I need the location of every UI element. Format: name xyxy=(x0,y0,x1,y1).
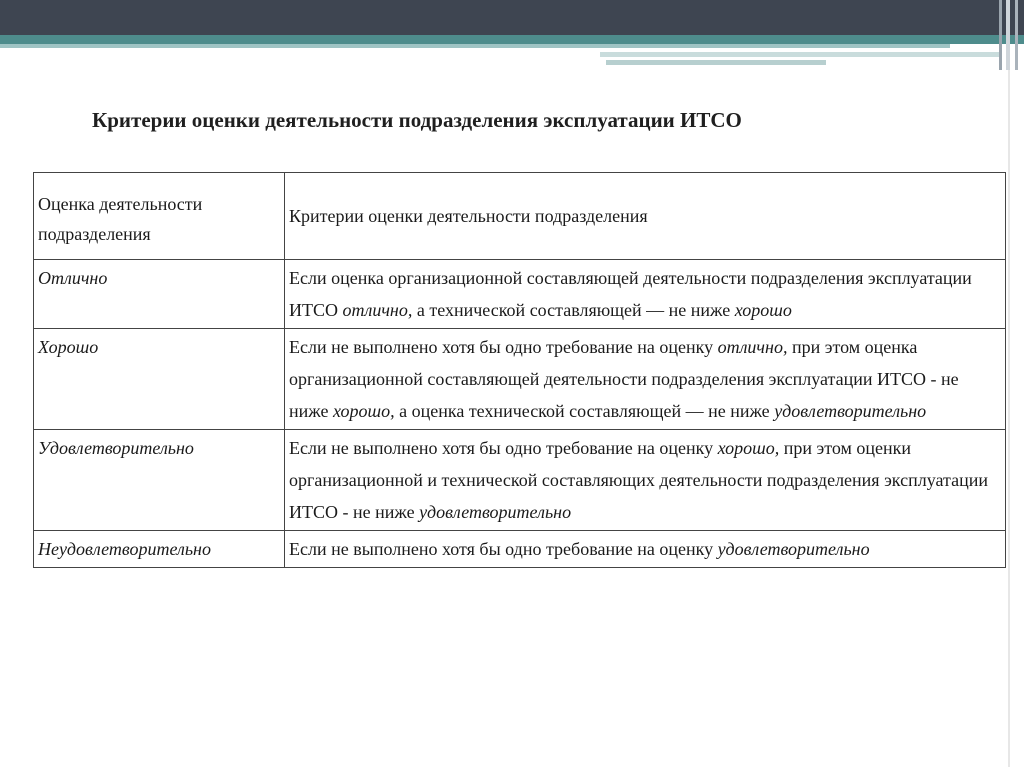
table-row xyxy=(34,329,1006,430)
grade-term: удовлетворительно xyxy=(419,502,572,522)
table-row xyxy=(34,260,1006,329)
header-criteria-cell: Критерии оценки деятельности подразделения xyxy=(285,173,1006,260)
criteria-text: при этом оценки организационной и технической составляющих деятельности подразделения эксплуатации ИТСО - не ниже xyxy=(289,438,988,522)
header-grade-line2: подразделения xyxy=(38,224,151,244)
criteria-text: при этом оценка организационной составляющей деятельности подразделения эксплуатации ИТСО - не ниже xyxy=(289,337,959,421)
grade-cell: Неудовлетворительно xyxy=(34,531,285,568)
grade-cell: Хорошо xyxy=(34,329,285,430)
slide-edge-line xyxy=(1015,0,1018,70)
criteria-text: Если не выполнено хотя бы одно требование на оценку xyxy=(289,539,718,559)
slide-header-stripe xyxy=(0,44,950,48)
criteria-text: а оценка технической составляющей — не ниже xyxy=(394,401,775,421)
criteria-cell xyxy=(285,531,1006,568)
page-title: Критерии оценки деятельности подразделения эксплуатации ИТСО xyxy=(92,108,742,132)
slide-header-bar xyxy=(0,0,1024,35)
slide-header-stripe-small xyxy=(606,60,826,65)
criteria-text: Если не выполнено хотя бы одно требование на оценку xyxy=(289,337,718,357)
slide-header-accent xyxy=(0,35,1024,44)
criteria-cell xyxy=(285,260,1006,329)
criteria-text: Если не выполнено хотя бы одно требование на оценку xyxy=(289,438,718,458)
grade-term: отлично, xyxy=(342,300,413,320)
grade-cell: Удовлетворительно xyxy=(34,430,285,531)
header-grade-cell xyxy=(34,173,285,260)
slide-header-stripe-short xyxy=(600,52,1000,57)
slide-edge-line xyxy=(999,0,1002,70)
header-grade-line1: Оценка деятельности xyxy=(38,194,203,214)
criteria-table xyxy=(33,172,1006,568)
grade-term: удовлетворительно xyxy=(774,401,927,421)
grade-term: хорошо, xyxy=(717,438,780,458)
table-row xyxy=(34,430,1006,531)
slide-edge-line xyxy=(1006,0,1010,70)
grade-term: хорошо xyxy=(734,300,792,320)
slide-side-shadow xyxy=(1008,70,1010,767)
grade-term: удовлетворительно xyxy=(717,539,870,559)
grade-term: хорошо, xyxy=(332,401,395,421)
criteria-text: Если оценка организационной составляющей деятельности подразделения эксплуатации ИТСО xyxy=(289,268,972,320)
criteria-cell xyxy=(285,430,1006,531)
table-header-row xyxy=(34,173,1006,260)
grade-term: отлично, xyxy=(717,337,788,357)
criteria-cell xyxy=(285,329,1006,430)
grade-cell: Отлично xyxy=(34,260,285,329)
table-row xyxy=(34,531,1006,568)
criteria-text: а технической составляющей — не ниже xyxy=(412,300,735,320)
